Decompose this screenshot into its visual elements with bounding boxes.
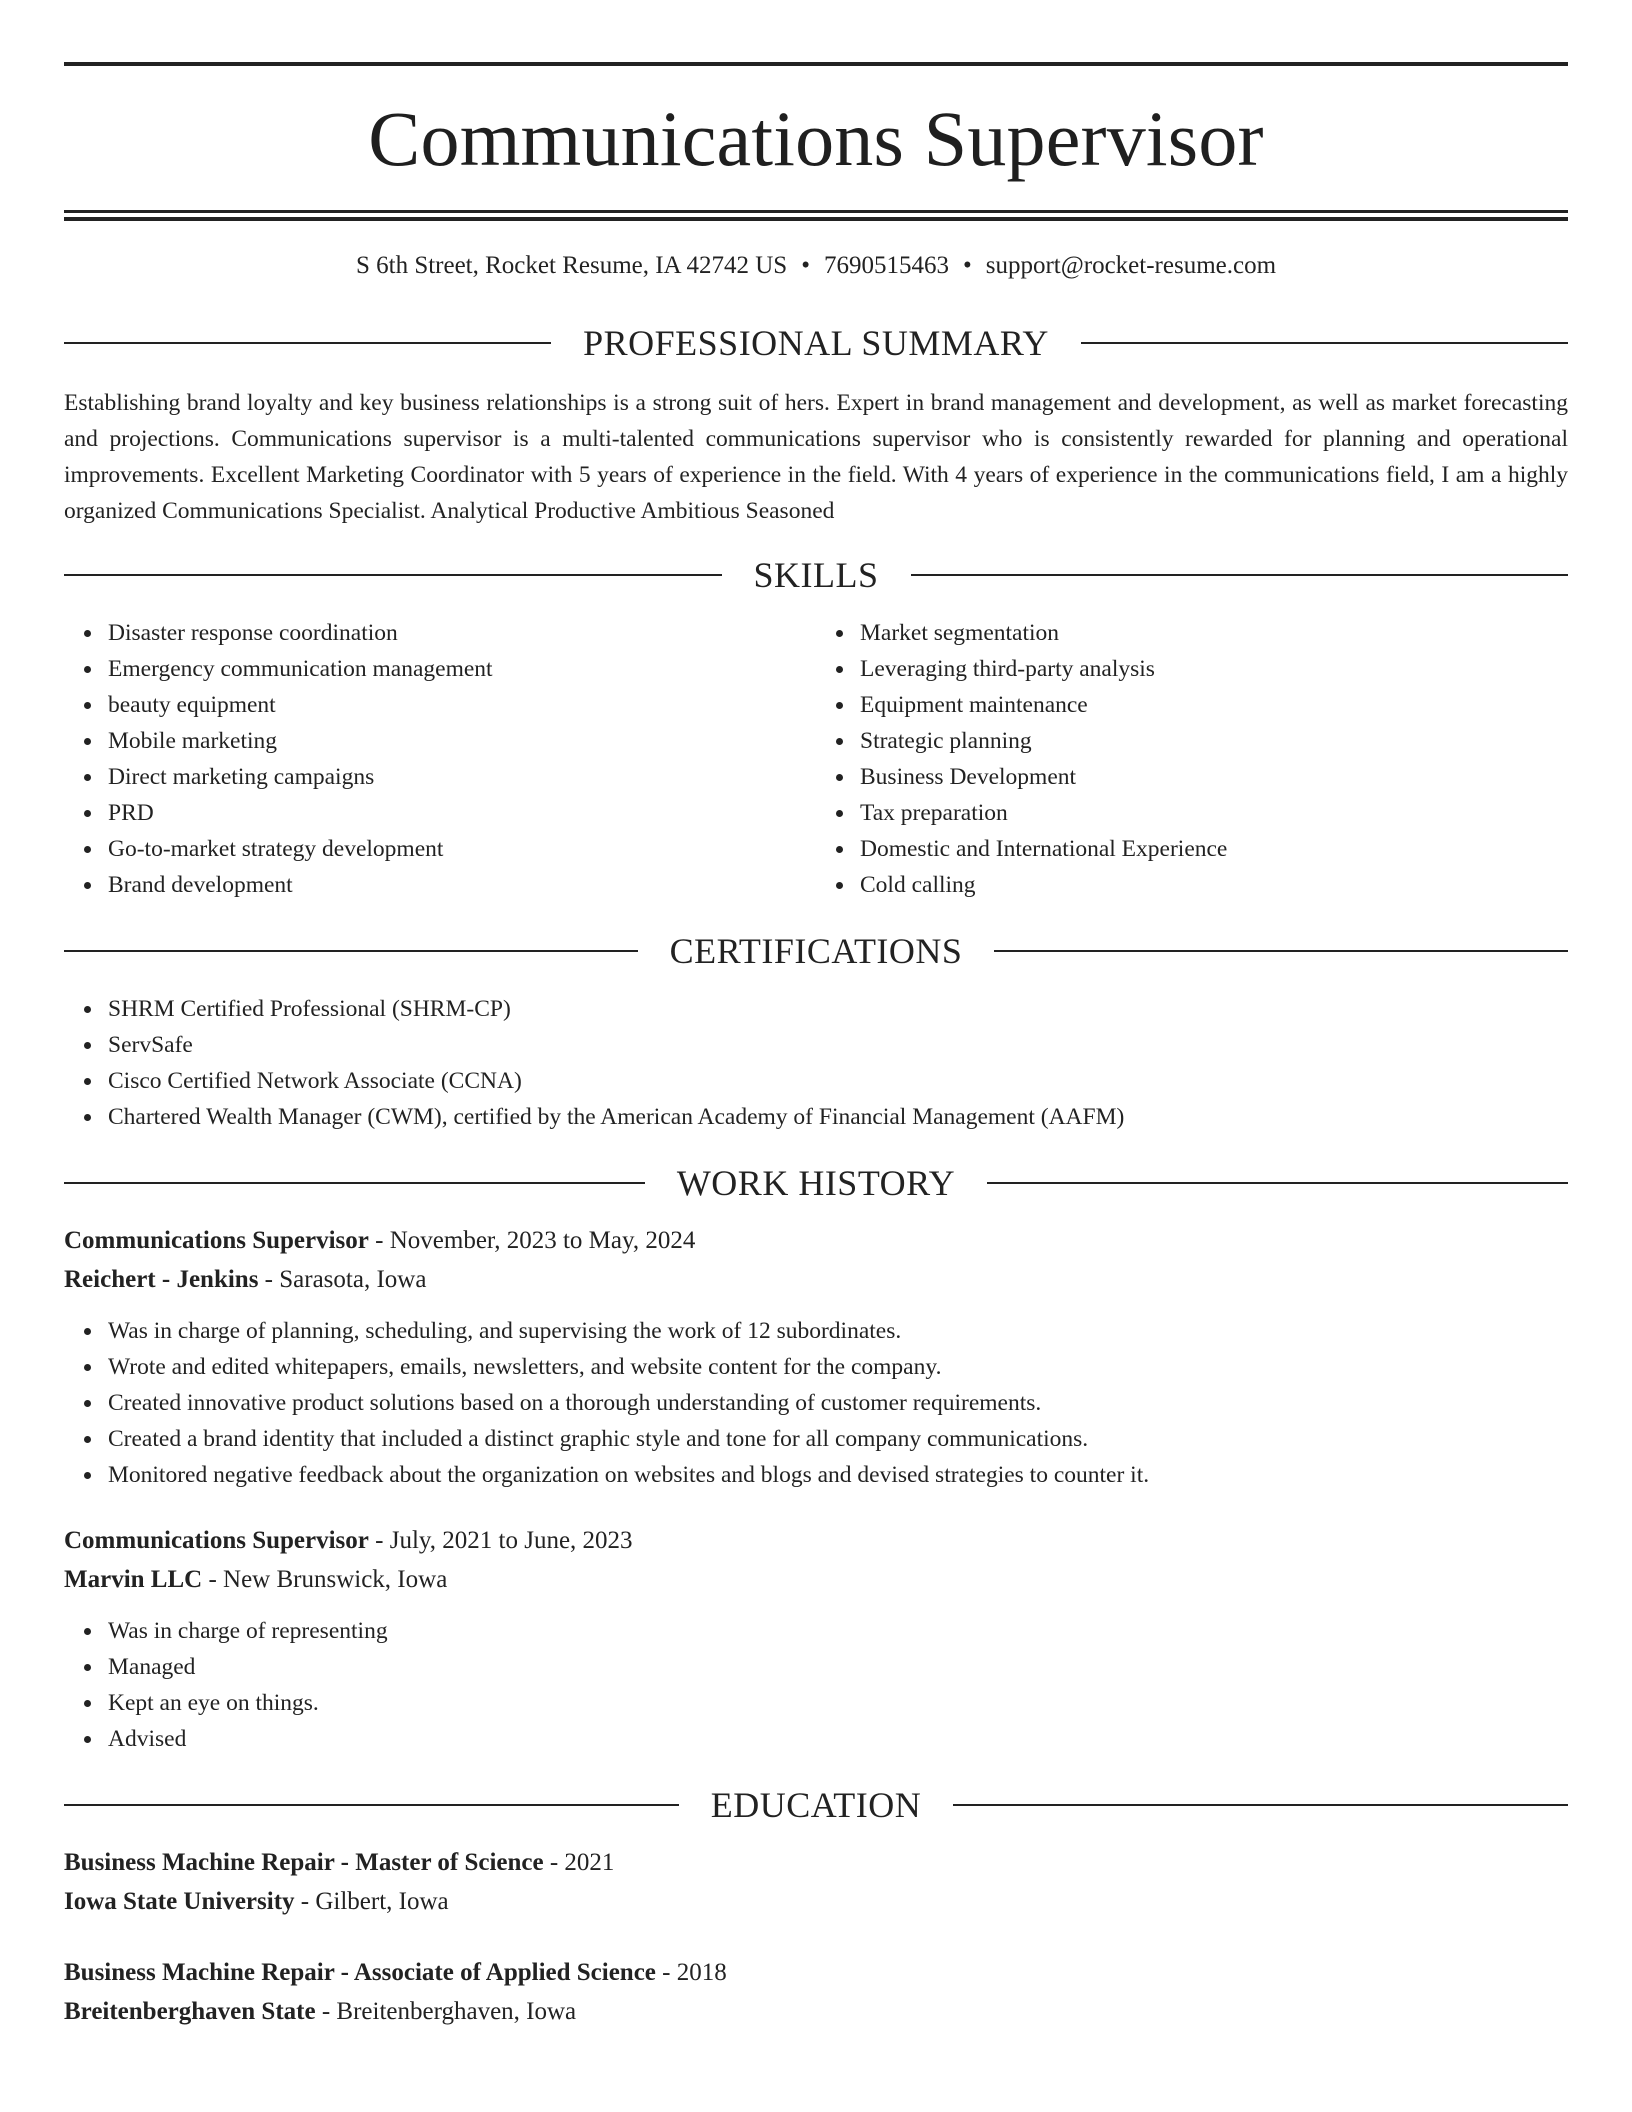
- header-double-rule: [64, 210, 1568, 221]
- education-school: Breitenberghaven State: [64, 1998, 316, 2025]
- skill-item: Equipment maintenance: [860, 687, 1568, 723]
- job-title-line: Communications Supervisor - July, 2021 to June, 2023: [64, 1527, 633, 1554]
- skill-item: Strategic planning: [860, 723, 1568, 759]
- education-entry: [64, 1953, 1568, 2031]
- section-header-education: [64, 1787, 1568, 1823]
- top-rule: [64, 62, 1568, 66]
- section-rule-right: [994, 950, 1568, 952]
- skill-item: Disaster response coordination: [108, 615, 816, 651]
- skill-item: Cold calling: [860, 867, 1568, 903]
- skill-item: Mobile marketing: [108, 723, 816, 759]
- job-bullet: Created a brand identity that included a distinct graphic style and tone for all company communications.: [108, 1421, 1568, 1457]
- certifications-list: [64, 991, 1568, 1135]
- education-school-line: Breitenberghaven State - Breitenberghaven, Iowa: [64, 1998, 577, 2025]
- section-rule-left: [64, 1804, 679, 1806]
- contact-separator: •: [962, 252, 972, 279]
- section-rule-left: [64, 1182, 645, 1184]
- job-bullets: [64, 1313, 1568, 1493]
- section-title-summary: PROFESSIONAL SUMMARY: [583, 323, 1049, 363]
- skill-item: beauty equipment: [108, 687, 816, 723]
- education-degree-line: Business Machine Repair - Associate of Applied Science - 2018: [64, 1959, 727, 1986]
- section-title-education: EDUCATION: [710, 1785, 922, 1825]
- section-rule-right: [987, 1182, 1568, 1184]
- job-bullet: Wrote and edited whitepapers, emails, newsletters, and website content for the company.: [108, 1349, 1568, 1385]
- section-rule-right: [953, 1804, 1568, 1806]
- job-bullet: Monitored negative feedback about the organization on websites and blogs and devised strategies to counter it.: [108, 1457, 1568, 1493]
- education-year: 2021: [564, 1849, 615, 1876]
- job-bullet: Advised: [108, 1721, 1568, 1757]
- section-header-skills: [64, 557, 1568, 593]
- section-title-skills: SKILLS: [753, 555, 879, 595]
- skill-item: Go-to-market strategy development: [108, 831, 816, 867]
- education-school-line: Iowa State University - Gilbert, Iowa: [64, 1888, 449, 1915]
- contact-address: S 6th Street, Rocket Resume, IA 42742 US: [355, 252, 788, 279]
- education-degree-line: Business Machine Repair - Master of Science - 2021: [64, 1849, 615, 1876]
- job-bullet: Was in charge of planning, scheduling, and supervising the work of 12 subordinates.: [108, 1313, 1568, 1349]
- certification-item: ServSafe: [108, 1027, 1568, 1063]
- skill-item: Direct marketing campaigns: [108, 759, 816, 795]
- job-bullet: Kept an eye on things.: [108, 1685, 1568, 1721]
- job-dates: November, 2023 to May, 2024: [389, 1227, 696, 1254]
- job-company: Reichert - Jenkins: [64, 1266, 259, 1293]
- certification-item: SHRM Certified Professional (SHRM-CP): [108, 991, 1568, 1027]
- summary-text: Establishing brand loyalty and key business relationships is a strong suit of hers. Expert in brand management and development, as well as market forecasting and projections. Communications supervisor is a multi-talented communications supervisor who is consistently rewarded for planning and operational improvements. Excellent Marketing Coordinator with 5 years of experience in the field. With 4 years of experience in the communications field, I am a highly organized Communications Specialist. Analytical Productive Ambitious Seasoned: [64, 390, 1568, 524]
- skill-item: Emergency communication management: [108, 651, 816, 687]
- job-location: Sarasota, Iowa: [279, 1266, 427, 1293]
- section-rule-right: [911, 574, 1569, 576]
- job-role: Communications Supervisor: [64, 1227, 369, 1254]
- job-entry: [64, 1221, 1568, 1493]
- section-rule-left: [64, 574, 722, 576]
- job-title-line: Communications Supervisor - November, 2023 to May, 2024: [64, 1227, 696, 1254]
- skills-columns: [64, 615, 1568, 903]
- skill-item: Tax preparation: [860, 795, 1568, 831]
- skill-item: Leveraging third-party analysis: [860, 651, 1568, 687]
- education-entry: [64, 1843, 1568, 1921]
- contact-separator: •: [801, 252, 810, 279]
- skill-item: Business Development: [860, 759, 1568, 795]
- candidate-name: Communications Supervisor: [368, 95, 1264, 182]
- job-company-line: Reichert - Jenkins - Sarasota, Iowa: [64, 1266, 427, 1293]
- section-title-certifications: CERTIFICATIONS: [669, 931, 963, 971]
- job-bullet: Managed: [108, 1649, 1568, 1685]
- job-company: Marvin LLC: [64, 1566, 203, 1593]
- skills-list-left: [64, 615, 816, 903]
- job-entry: [64, 1521, 1568, 1757]
- certification-item: Chartered Wealth Manager (CWM), certified by the American Academy of Financial Management (AAFM): [108, 1099, 1568, 1135]
- education-school: Iowa State University: [64, 1888, 295, 1915]
- section-rule-left: [64, 342, 551, 344]
- education-degree: Business Machine Repair - Master of Science: [64, 1849, 544, 1876]
- skills-list-right: [816, 615, 1568, 903]
- contact-line: [64, 251, 1568, 281]
- skill-item: Domestic and International Experience: [860, 831, 1568, 867]
- job-role: Communications Supervisor: [64, 1527, 369, 1554]
- education-year: 2018: [676, 1959, 727, 1986]
- section-header-certifications: [64, 933, 1568, 969]
- section-header-summary: [64, 325, 1568, 361]
- job-company-line: Marvin LLC - New Brunswick, Iowa: [64, 1566, 448, 1593]
- section-title-work-history: WORK HISTORY: [676, 1163, 956, 1203]
- section-header-work-history: [64, 1165, 1568, 1201]
- job-dates: July, 2021 to June, 2023: [389, 1527, 633, 1554]
- education-location: Breitenberghaven, Iowa: [336, 1998, 577, 2025]
- job-bullets: [64, 1613, 1568, 1757]
- job-location: New Brunswick, Iowa: [223, 1566, 448, 1593]
- skill-item: Market segmentation: [860, 615, 1568, 651]
- job-bullet: Created innovative product solutions based on a thorough understanding of customer requirements.: [108, 1385, 1568, 1421]
- skill-item: PRD: [108, 795, 816, 831]
- job-bullet: Was in charge of representing: [108, 1613, 1568, 1649]
- section-rule-right: [1081, 342, 1568, 344]
- certification-item: Cisco Certified Network Associate (CCNA): [108, 1063, 1568, 1099]
- skill-item: Brand development: [108, 867, 816, 903]
- contact-email: support@rocket-resume.com: [985, 252, 1277, 279]
- contact-phone: 7690515463: [823, 252, 949, 279]
- section-rule-left: [64, 950, 638, 952]
- education-location: Gilbert, Iowa: [315, 1888, 449, 1915]
- education-degree: Business Machine Repair - Associate of Applied Science: [64, 1959, 656, 1986]
